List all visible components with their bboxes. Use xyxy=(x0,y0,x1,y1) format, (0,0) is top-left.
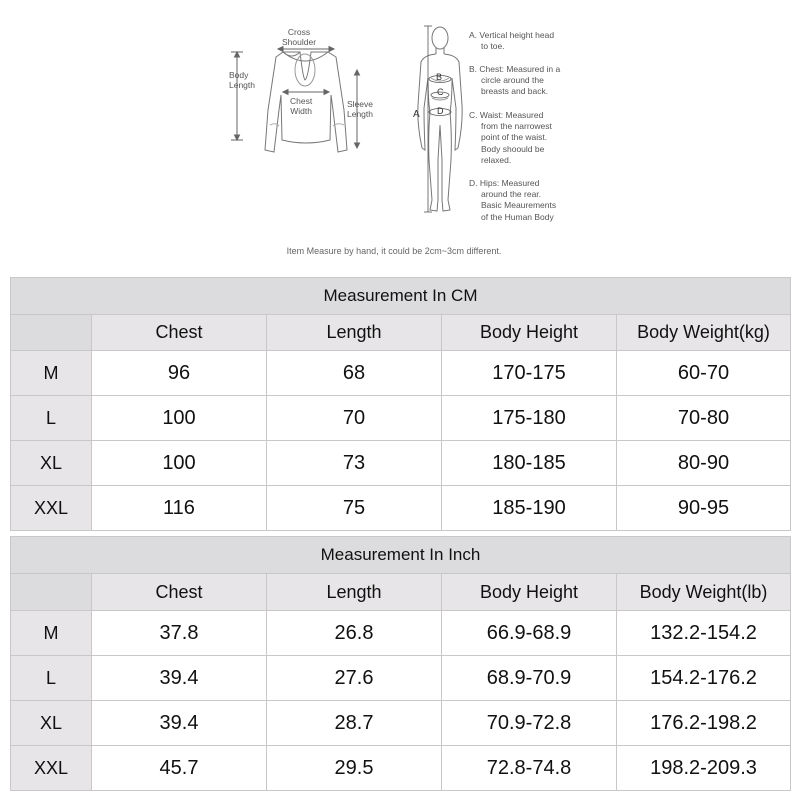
measure-caption: Item Measure by hand, it could be 2cm~3cm different. xyxy=(286,246,502,256)
size-label: XXL xyxy=(11,486,92,531)
table-cell: 176.2-198.2 xyxy=(617,701,791,746)
header-length: Length xyxy=(267,315,442,351)
table-cell: 180-185 xyxy=(442,441,617,486)
body-mark-d: D xyxy=(437,106,444,116)
size-label: XL xyxy=(11,701,92,746)
table-row xyxy=(11,611,791,656)
chest-width-arrow xyxy=(283,90,329,95)
table-cell: 29.5 xyxy=(267,746,442,791)
cross-shoulder-arrow xyxy=(278,47,334,52)
human-body-figure-icon xyxy=(418,27,462,211)
table-row xyxy=(11,486,791,531)
table-cell: 60-70 xyxy=(617,351,791,396)
table-cell: 37.8 xyxy=(92,611,267,656)
table-row xyxy=(11,396,791,441)
table-title: Measurement In Inch xyxy=(11,537,791,574)
table-cell: 66.9-68.9 xyxy=(442,611,617,656)
table-cell: 27.6 xyxy=(267,656,442,701)
size-label: M xyxy=(11,611,92,656)
size-label: XXL xyxy=(11,746,92,791)
table-cell: 39.4 xyxy=(92,701,267,746)
table-cell: 70 xyxy=(267,396,442,441)
table-cell: 73 xyxy=(267,441,442,486)
header-chest: Chest xyxy=(92,315,267,351)
body-length-label: Body Length xyxy=(229,70,255,90)
measurement-diagram xyxy=(0,0,800,270)
table-row xyxy=(11,656,791,701)
body-mark-b: B xyxy=(436,72,443,82)
size-label: M xyxy=(11,351,92,396)
table-cell: 90-95 xyxy=(617,486,791,531)
table-cell: 100 xyxy=(92,441,267,486)
table-cell: 68.9-70.9 xyxy=(442,656,617,701)
header-length: Length xyxy=(267,574,442,611)
header-body-height: Body Height xyxy=(442,574,617,611)
body-length-arrow xyxy=(231,52,243,140)
note-b: B. Chest: Measured in a circle around the breasts and back. xyxy=(469,64,561,97)
header-corner xyxy=(11,315,92,351)
size-label: XL xyxy=(11,441,92,486)
table-row xyxy=(11,441,791,486)
table-header-row xyxy=(11,574,791,611)
table-cell: 116 xyxy=(92,486,267,531)
header-body-weight: Body Weight(lb) xyxy=(617,574,791,611)
size-table-cm xyxy=(10,277,791,531)
sleeve-length-label: Sleeve Length xyxy=(347,99,373,119)
table-cell: 100 xyxy=(92,396,267,441)
size-table-inch xyxy=(10,536,791,791)
size-label: L xyxy=(11,396,92,441)
header-body-height: Body Height xyxy=(442,315,617,351)
table-row xyxy=(11,701,791,746)
header-body-weight: Body Weight(kg) xyxy=(617,315,791,351)
table-cell: 170-175 xyxy=(442,351,617,396)
table-cell: 175-180 xyxy=(442,396,617,441)
size-label: L xyxy=(11,656,92,701)
table-title: Measurement In CM xyxy=(11,278,791,315)
header-chest: Chest xyxy=(92,574,267,611)
table-row xyxy=(11,351,791,396)
table-cell: 72.8-74.8 xyxy=(442,746,617,791)
chest-width-label: Chest Width xyxy=(290,96,313,116)
note-c: C. Waist: Measured from the narrowest point of the waist. Body shoould be relaxed. xyxy=(469,110,552,165)
table-cell: 39.4 xyxy=(92,656,267,701)
body-mark-c: C xyxy=(437,87,444,97)
garment-and-body-illustration xyxy=(0,0,800,250)
table-cell: 70-80 xyxy=(617,396,791,441)
table-cell: 75 xyxy=(267,486,442,531)
table-cell: 28.7 xyxy=(267,701,442,746)
table-header-row xyxy=(11,315,791,351)
table-cell: 70.9-72.8 xyxy=(442,701,617,746)
note-d: D. Hips: Measured around the rear. Basic Meaurements of the Human Body xyxy=(469,178,557,222)
table-row xyxy=(11,746,791,791)
table-cell: 132.2-154.2 xyxy=(617,611,791,656)
table-cell: 185-190 xyxy=(442,486,617,531)
cross-shoulder-label: Cross Shoulder xyxy=(282,27,317,47)
table-cell: 26.8 xyxy=(267,611,442,656)
table-cell: 80-90 xyxy=(617,441,791,486)
table-cell: 45.7 xyxy=(92,746,267,791)
body-mark-a: A xyxy=(413,109,420,120)
table-cell: 154.2-176.2 xyxy=(617,656,791,701)
table-cell: 96 xyxy=(92,351,267,396)
table-cell: 68 xyxy=(267,351,442,396)
header-corner xyxy=(11,574,92,611)
note-a: A. Vertical height head to toe. xyxy=(469,30,555,52)
table-cell: 198.2-209.3 xyxy=(617,746,791,791)
